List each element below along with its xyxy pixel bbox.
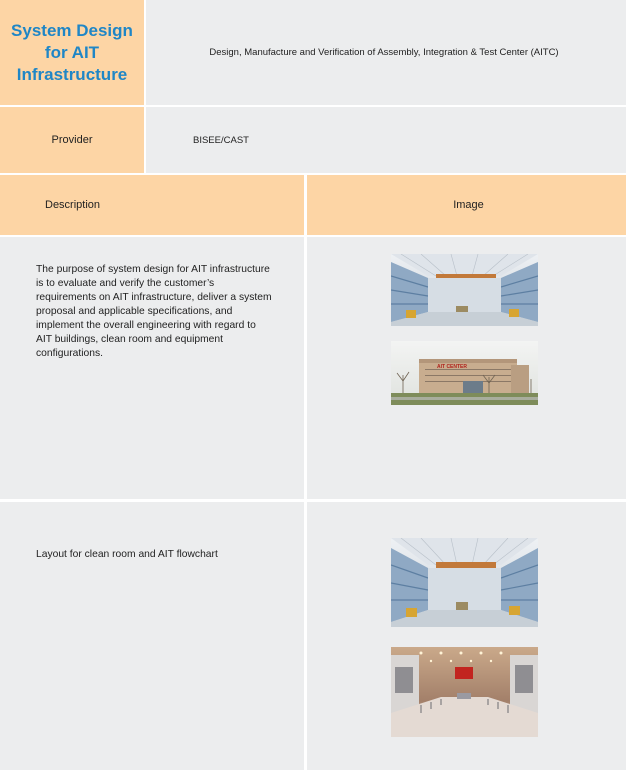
building-sign-text: AIT CENTER: [437, 364, 467, 370]
table-row-images: [307, 237, 626, 499]
provider-label-cell: [0, 107, 144, 173]
image-header-cell: [307, 175, 626, 235]
provider-value-cell: [146, 107, 626, 173]
description-header-cell: [0, 175, 304, 235]
table-row-description: [0, 237, 304, 499]
provider-value: BISEE/CAST: [193, 134, 249, 146]
ait-hall-interior-photo: [391, 538, 538, 627]
page-title: System Design for AIT Infrastructure: [11, 20, 133, 84]
description-column-header: Description: [45, 199, 101, 211]
ait-center-building-photo: [391, 341, 538, 405]
clean-room-photo: [391, 647, 538, 737]
image-column-header: Image: [453, 199, 484, 211]
table-row-description: [0, 502, 304, 770]
row-description-text: Layout for clean room and AIT flowchart: [36, 549, 218, 560]
ait-hall-interior-photo: [391, 254, 538, 326]
row-description-text: The purpose of system design for AIT infrastructure is to evaluate and verify the customer’s requirements on AIT infrastructure, deliver a system proposal and applicable specifications, and implement the overall engineering with regard to AIT buildings, clean room and equipment configurations.: [36, 264, 272, 359]
page-subtitle: Design, Manufacture and Verification of Assembly, Integration & Test Center (AITC): [209, 47, 559, 58]
provider-label: Provider: [51, 134, 93, 146]
title-cell: [0, 0, 144, 105]
table-row-images: [307, 502, 626, 770]
subtitle-cell: [146, 0, 626, 105]
